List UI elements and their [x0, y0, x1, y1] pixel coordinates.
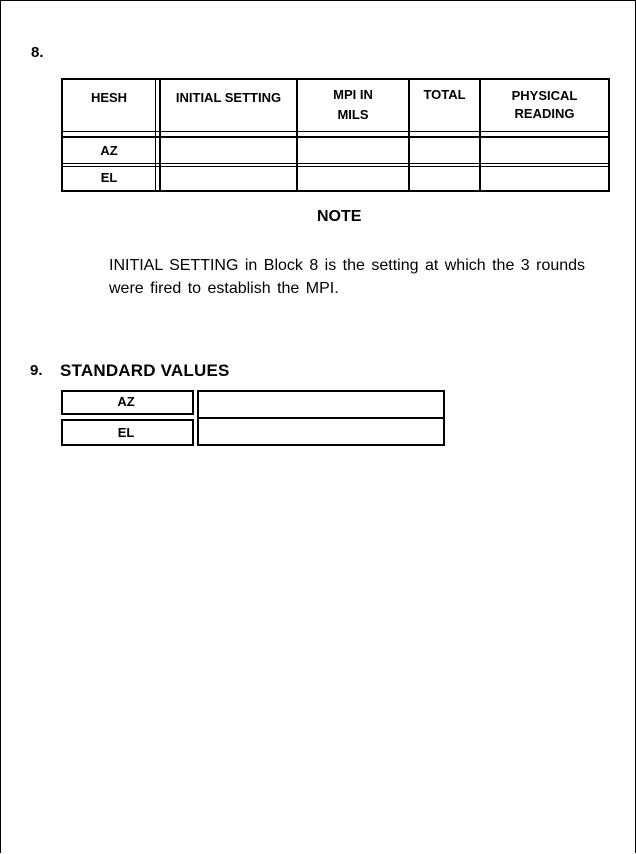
row-label-el: EL: [100, 170, 118, 185]
el-physical-reading-cell[interactable]: [481, 168, 608, 187]
header-total: TOTAL: [423, 87, 466, 102]
header-physical-line1: PHYSICAL: [511, 88, 578, 103]
az-physical-reading-cell[interactable]: [481, 141, 608, 160]
hesh-table: [61, 78, 610, 192]
note-body: INITIAL SETTING in Block 8 is the setting at which the 3 rounds were fired to establish the MPI.: [109, 257, 586, 297]
table-rule-row-1: [61, 163, 610, 164]
header-initial-setting: INITIAL SETTING: [175, 90, 282, 105]
table-rule-top: [61, 78, 610, 80]
table-rule-row-2: [61, 166, 610, 167]
header-hesh: HESH: [90, 90, 128, 105]
table-rule-header-1: [61, 131, 610, 132]
standard-values-heading: STANDARD VALUES: [60, 361, 230, 380]
el-total-cell[interactable]: [410, 168, 479, 187]
el-initial-setting-cell[interactable]: [161, 168, 296, 187]
header-mpi-line1: MPI IN: [333, 87, 373, 102]
std-label-el: EL: [117, 425, 135, 440]
table-rule-header-2: [61, 136, 610, 138]
std-label-az: AZ: [117, 394, 135, 409]
az-mpi-cell[interactable]: [298, 141, 408, 160]
el-mpi-cell[interactable]: [298, 168, 408, 187]
std-el-value-cell[interactable]: [201, 423, 441, 442]
az-total-cell[interactable]: [410, 141, 479, 160]
row-label-az: AZ: [100, 143, 118, 158]
az-initial-setting-cell[interactable]: [161, 141, 296, 160]
std-value-divider: [197, 417, 445, 419]
table-rule-bottom: [61, 190, 610, 192]
std-az-value-cell[interactable]: [201, 394, 441, 413]
table-rule-right: [608, 78, 610, 192]
section-number-8: 8.: [31, 44, 44, 61]
header-mpi-line2: MILS: [337, 107, 369, 122]
section-number-9: 9.: [30, 362, 43, 379]
note-title: NOTE: [317, 208, 362, 225]
header-physical-line2: READING: [514, 106, 575, 121]
standard-values-table: [61, 390, 445, 446]
